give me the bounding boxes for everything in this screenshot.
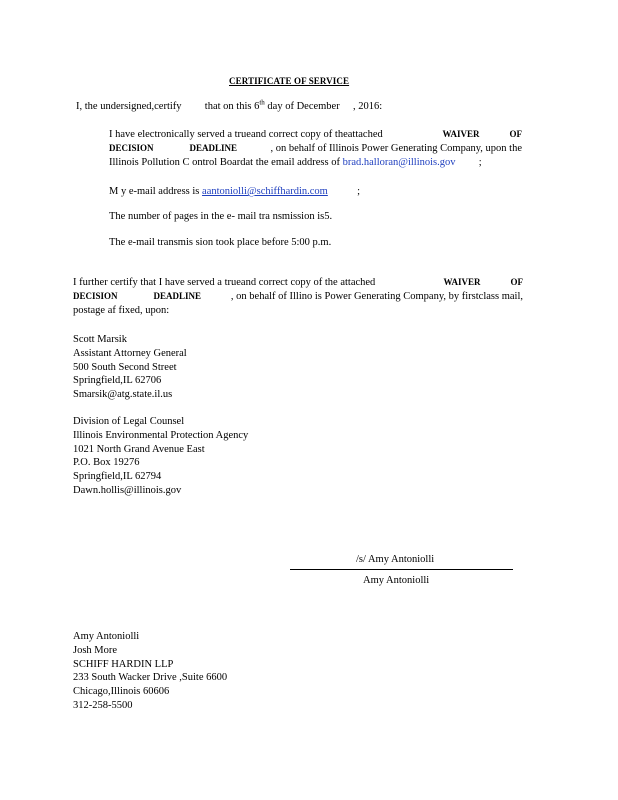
recipient-1-city: Springfield,IL 62706 bbox=[73, 375, 162, 387]
of-label-2: OF bbox=[510, 277, 523, 287]
recipient-1-street: 500 South Second Street bbox=[73, 361, 177, 373]
footer-city: Chicago,Illinois 60606 bbox=[73, 686, 170, 698]
recipient-2-email: Dawn.hollis@illinois.gov bbox=[73, 484, 182, 496]
intro-text-b: that on this 6 bbox=[204, 101, 260, 112]
footer-street: 233 South Wacker Drive ,Suite 6600 bbox=[73, 672, 228, 684]
para3-line bbox=[109, 211, 332, 222]
para2-end: ; bbox=[357, 186, 361, 197]
decision-label: DECISION bbox=[109, 143, 154, 153]
footer-block bbox=[73, 630, 227, 713]
footer-name-1: Amy Antoniolli bbox=[73, 631, 140, 642]
deadline-label: DEADLINE bbox=[189, 143, 238, 153]
signature-sig: /s/ Amy Antoniolli bbox=[356, 554, 435, 565]
signature-line bbox=[290, 569, 513, 570]
para5-l3-text: postage af fixed, upon: bbox=[73, 305, 170, 316]
recipient-2-pobox: P.O. Box 19276 bbox=[73, 457, 140, 469]
para5-line1 bbox=[73, 277, 523, 288]
para5-l2-text: , on behalf of Illino is Power Generating Company, by firstclass mail, bbox=[230, 291, 523, 302]
para4-text: The e-mail transmis sion took place before 5:00 p.m. bbox=[109, 237, 332, 248]
recipient-block-2 bbox=[73, 415, 248, 498]
email-link-antoniolli[interactable]: aantoniolli@schiffhardin.com bbox=[202, 186, 328, 197]
para3-text: The number of pages in the e- mail tra nsmission is5. bbox=[109, 211, 333, 222]
recipient-1-title: Assistant Attorney General bbox=[73, 347, 187, 359]
signature-name: Amy Antoniolli bbox=[363, 575, 430, 586]
of-label: OF bbox=[509, 129, 522, 139]
intro-sup: th bbox=[259, 98, 265, 107]
footer-phone: 312-258-5500 bbox=[73, 699, 133, 711]
intro-text-d: , 2016: bbox=[352, 101, 383, 112]
para1-l1-text: I have electronically served a trueand correct copy of theattached bbox=[109, 129, 383, 140]
decision-label-2: DECISION bbox=[73, 291, 118, 301]
intro-text-a: I, the undersigned,certify bbox=[76, 101, 182, 112]
para5-l1-text: I further certify that I have served a trueand correct copy of the attached bbox=[73, 277, 376, 288]
recipient-1-name: Scott Marsik bbox=[73, 334, 127, 345]
para1-line1 bbox=[109, 129, 522, 140]
deadline-label-2: DEADLINE bbox=[153, 291, 202, 301]
footer-name-2: Josh More bbox=[73, 644, 118, 656]
para4-line bbox=[109, 237, 331, 248]
intro-text-c: day of December bbox=[267, 101, 340, 112]
recipient-2-agency: Illinois Environmental Protection Agency bbox=[73, 429, 249, 441]
page-title: CERTIFICATE OF SERVICE bbox=[229, 76, 350, 86]
waiver-label: WAIVER bbox=[442, 129, 480, 139]
para2-line bbox=[109, 186, 360, 197]
para1-line2 bbox=[109, 143, 522, 154]
para5-line3 bbox=[73, 305, 169, 316]
para1-l3-text: Illinois Pollution C ontrol Boardat the email address of bbox=[109, 157, 340, 168]
recipient-block-1 bbox=[73, 333, 187, 402]
recipient-2-street: 1021 North Grand Avenue East bbox=[73, 443, 205, 455]
recipient-1-email: Smarsik@atg.state.il.us bbox=[73, 389, 173, 401]
para1-line3 bbox=[109, 157, 482, 168]
recipient-2-city: Springfield,IL 62794 bbox=[73, 471, 162, 483]
email-link-halloran[interactable]: brad.halloran@illinois.gov bbox=[342, 157, 456, 168]
recipient-2-dept: Division of Legal Counsel bbox=[73, 416, 185, 427]
para1-l2-text: , on behalf of Illinois Power Generating Company, upon the bbox=[270, 143, 522, 154]
footer-firm: SCHIFF HARDIN LLP bbox=[73, 658, 174, 670]
intro-line bbox=[76, 98, 383, 112]
para1-l3-end: ; bbox=[478, 157, 482, 168]
para2-text: M y e-mail address is bbox=[109, 186, 200, 197]
para5-line2 bbox=[73, 291, 523, 302]
waiver-label-2: WAIVER bbox=[443, 277, 481, 287]
